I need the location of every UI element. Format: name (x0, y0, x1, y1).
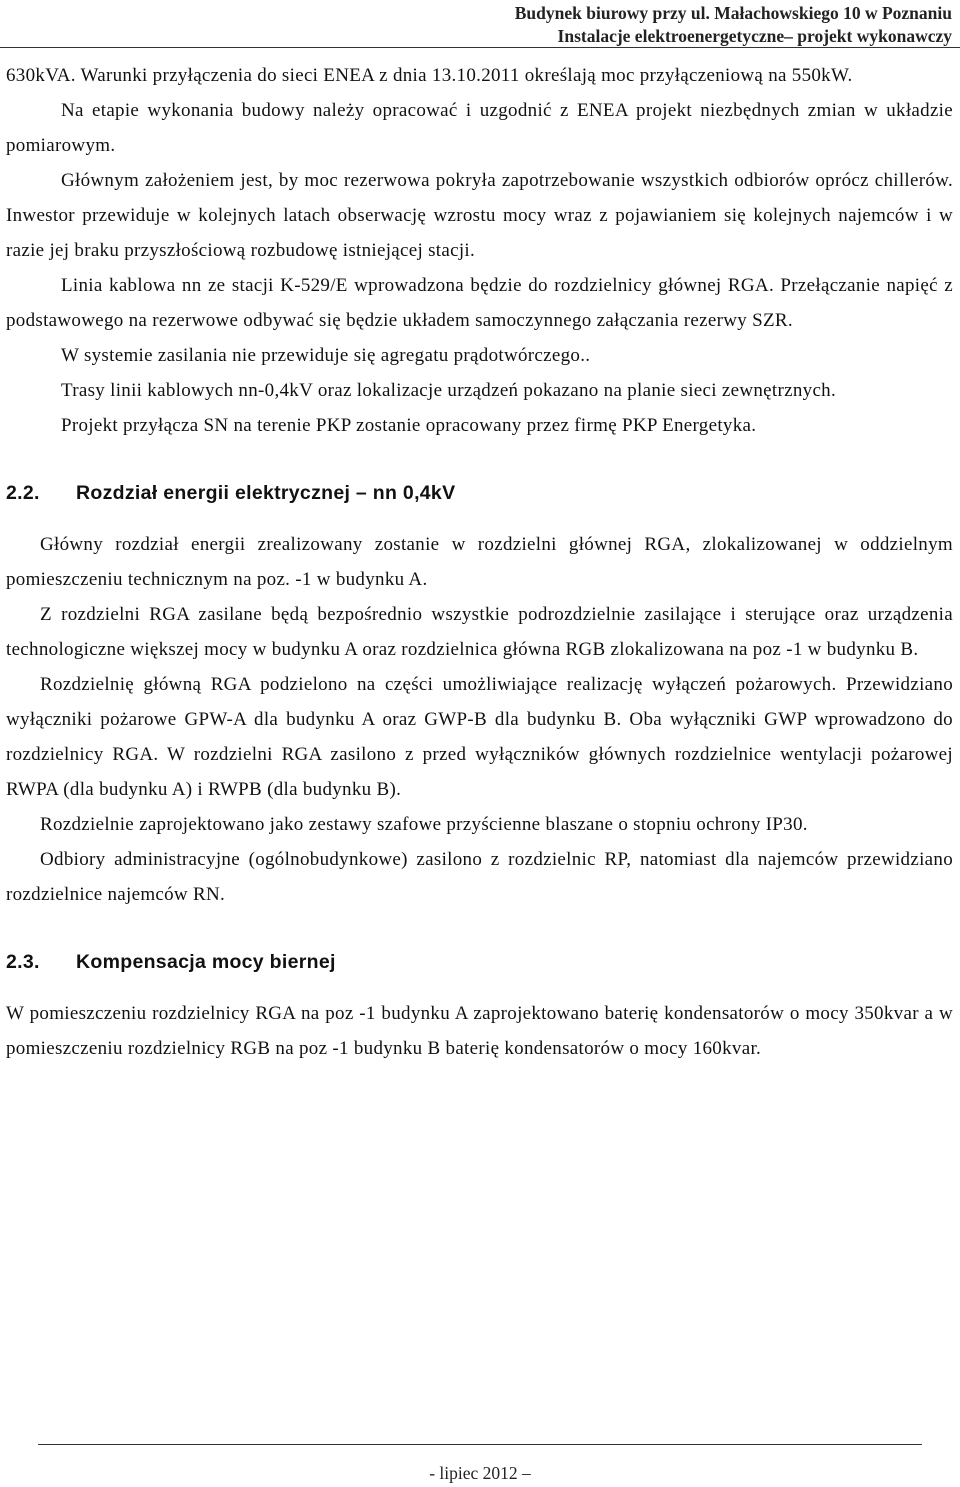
paragraph: Głównym założeniem jest, by moc rezerwowa pokryła zapotrzebowanie wszystkich odbiorów oprócz chillerów. Inwestor przewiduje w kolejnych latach obserwację wzrostu mocy wraz z pojawianiem się kolejnych najemców i w razie jej braku przyszłościową rozbudowę istniejącej stacji. (6, 170, 953, 261)
paragraph: Rozdzielnie zaprojektowano jako zestawy szafowe przyścienne blaszane o stopniu ochrony IP30. (40, 814, 808, 835)
paragraph: Na etapie wykonania budowy należy opracować i uzgodnić z ENEA projekt niezbędnych zmian w układzie pomiarowym. (6, 100, 953, 156)
document-body (6, 58, 953, 1066)
paragraph: Rozdzielnię główną RGA podzielono na części umożliwiające realizację wyłączeń pożarowych. Przewidziano wyłączniki pożarowe GPW-A dla budynku A oraz GWP-B dla budynku B. Oba wyłączniki GWP wprowadzono do rozdzielnicy RGA. W rozdzielni RGA zasilono z przed wyłączników głównych rozdzielnice wentylacji pożarowej RWPA (dla budynku A) i RWPB (dla budynku B). (6, 674, 953, 800)
paragraph: 630kVA. Warunki przyłączenia do sieci ENEA z dnia 13.10.2011 określają moc przyłączeniową na 550kW. (6, 65, 853, 86)
footer-divider (38, 1444, 922, 1445)
paragraph: Odbiory administracyjne (ogólnobudynkowe) zasilono z rozdzielnic RP, natomiast dla najemców przewidziano rozdzielnice najemców RN. (6, 849, 953, 905)
paragraph: W systemie zasilania nie przewiduje się agregatu prądotwórczego.. (61, 345, 591, 366)
section-number: 2.2. (6, 482, 40, 504)
paragraph: Trasy linii kablowych nn-0,4kV oraz lokalizacje urządzeń pokazano na planie sieci zewnętrznych. (61, 380, 837, 401)
paragraph: Linia kablowa nn ze stacji K-529/E wprowadzona będzie do rozdzielnicy głównej RGA. Przełączanie napięć z podstawowego na rezerwowe odbywać się będzie układem samoczynnego załączania rezerwy SZR. (6, 275, 953, 331)
paragraph: Projekt przyłącza SN na terenie PKP zostanie opracowany przez firmę PKP Energetyka. (61, 415, 757, 436)
paragraph: Z rozdzielni RGA zasilane będą bezpośrednio wszystkie podrozdzielnie zasilające i sterujące oraz urządzenia technologiczne większej mocy w budynku A oraz rozdzielnica główna RGB zlokalizowana na poz -1 w budynku B. (6, 604, 953, 660)
header-subtitle: Instalacje elektroenergetyczne– projekt wykonawczy (557, 26, 952, 46)
section-title: Rozdział energii elektrycznej – nn 0,4kV (76, 482, 456, 504)
section-heading (6, 477, 953, 509)
page-header (515, 2, 952, 48)
section-number: 2.3. (6, 951, 40, 973)
header-divider (0, 47, 960, 48)
section-heading (6, 946, 953, 978)
paragraph: Główny rozdział energii zrealizowany zostanie w rozdzielni głównej RGA, zlokalizowanej w oddzielnym pomieszczeniu technicznym na poz. -1 w budynku A. (6, 534, 953, 590)
section-title: Kompensacja mocy biernej (76, 951, 336, 973)
paragraph: W pomieszczeniu rozdzielnicy RGA na poz -1 budynku A zaprojektowano baterię kondensatorów o mocy 350kvar a w pomieszczeniu rozdzielnicy RGB na poz -1 budynku B baterię kondensatorów o mocy 160kvar. (6, 1003, 953, 1059)
header-title: Budynek biurowy przy ul. Małachowskiego 10 w Poznaniu (514, 3, 952, 23)
page-footer: - lipiec 2012 – (429, 1463, 531, 1483)
